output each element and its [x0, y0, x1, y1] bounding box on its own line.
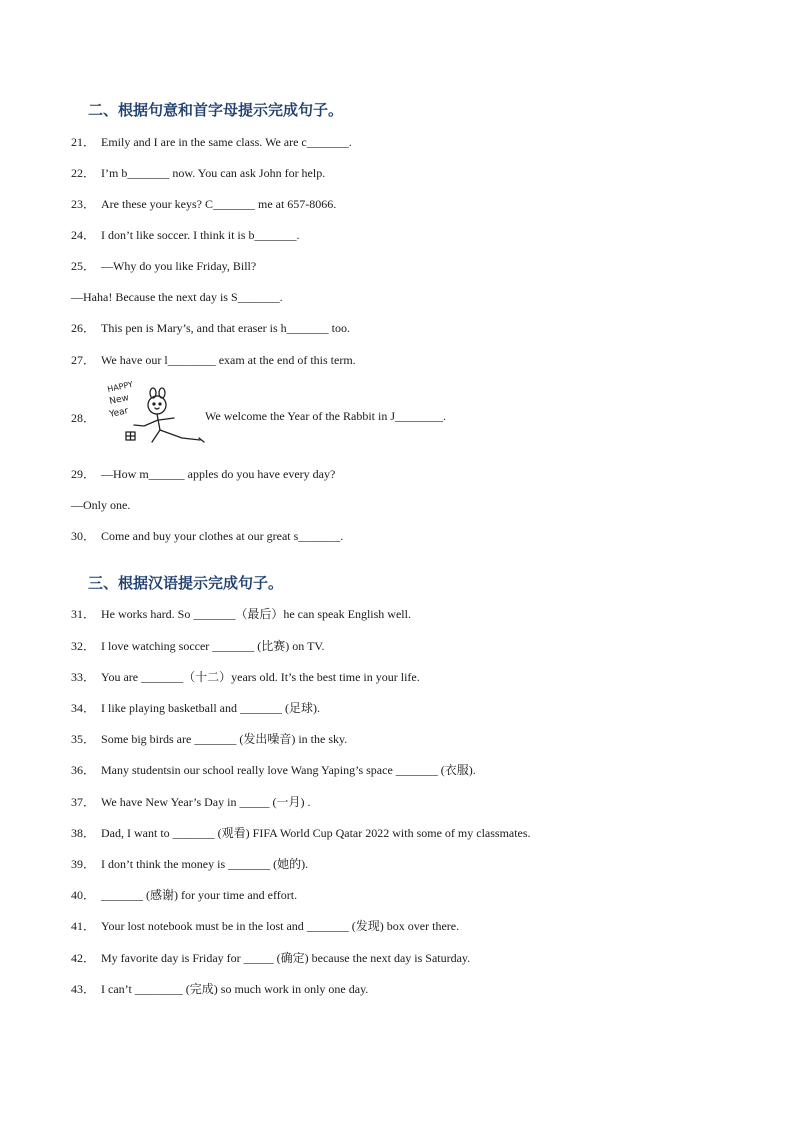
question-text: I don’t think the money is _______ (她的). [101, 857, 309, 871]
question-number: 35． [71, 732, 96, 746]
question-38 [71, 825, 531, 841]
question-text: I love watching soccer _______ (比赛) on TV. [101, 639, 325, 653]
question-number: 27． [71, 353, 96, 367]
question-text: I like playing basketball and _______ (足球). [101, 701, 320, 715]
question-29 [71, 466, 335, 482]
question-25-reply [71, 289, 283, 305]
question-number: 34． [71, 701, 96, 715]
question-text: Many studentsin our school really love Wang Yaping’s space _______ (衣服). [101, 763, 476, 777]
svg-text:New: New [108, 393, 130, 407]
question-text: We have New Year’s Day in _____ (一月) . [101, 795, 311, 809]
question-text: —Haha! Because the next day is S_______. [71, 290, 283, 304]
question-text: He works hard. So _______（最后）he can speak English well. [101, 607, 411, 621]
question-42 [71, 950, 470, 966]
question-number: 40． [71, 888, 96, 902]
question-number: 39． [71, 857, 96, 871]
happy-new-year-rabbit-image [104, 380, 214, 450]
question-number: 28． [71, 411, 96, 425]
question-text: Emily and I are in the same class. We are c_______. [101, 135, 352, 149]
question-23 [71, 196, 336, 212]
question-text: We have our l________ exam at the end of this term. [101, 353, 356, 367]
question-number: 25． [71, 259, 96, 273]
question-number: 21． [71, 135, 96, 149]
question-text: I can’t ________ (完成) so much work in only one day. [101, 982, 369, 996]
question-text: —Why do you like Friday, Bill? [101, 259, 257, 273]
question-31 [71, 606, 411, 622]
question-number: 24． [71, 228, 96, 242]
question-number: 38． [71, 826, 96, 840]
question-40 [71, 887, 297, 903]
question-41 [71, 918, 459, 934]
question-text: I don’t like soccer. I think it is b_______. [101, 228, 300, 242]
question-43 [71, 981, 368, 997]
question-number: 42． [71, 951, 96, 965]
question-text: —How m______ apples do you have every day? [101, 467, 336, 481]
question-text: This pen is Mary’s, and that eraser is h_______ too. [101, 321, 350, 335]
question-text: Dad, I want to _______ (观看) FIFA World Cup Qatar 2022 with some of my classmates. [101, 826, 531, 840]
question-24 [71, 227, 299, 243]
question-number: 31． [71, 607, 96, 621]
question-35 [71, 731, 347, 747]
question-number: 36． [71, 763, 96, 777]
question-text: Are these your keys? C_______ me at 657-8066. [101, 197, 337, 211]
question-27 [71, 352, 356, 368]
question-text: _______ (感谢) for your time and effort. [101, 888, 298, 902]
question-number: 41． [71, 919, 96, 933]
svg-text:Year: Year [108, 406, 130, 420]
question-number: 23． [71, 197, 96, 211]
question-37 [71, 794, 310, 810]
question-number: 37． [71, 795, 96, 809]
question-text: Your lost notebook must be in the lost and _______ (发现) box over there. [101, 919, 460, 933]
question-36 [71, 762, 476, 778]
question-22 [71, 165, 325, 181]
question-34 [71, 700, 320, 716]
question-number: 32． [71, 639, 96, 653]
question-number: 33． [71, 670, 96, 684]
question-text: —Only one. [71, 498, 131, 512]
question-39 [71, 856, 308, 872]
question-text: Come and buy your clothes at our great s_______. [101, 529, 344, 543]
section-3-heading: 三、根据汉语提示完成句子。 [88, 574, 284, 592]
question-text: We welcome the Year of the Rabbit in J________. [205, 409, 446, 423]
question-number: 30． [71, 529, 96, 543]
question-25 [71, 258, 256, 274]
question-21 [71, 134, 352, 150]
question-text: Some big birds are _______ (发出噪音) in the sky. [101, 732, 348, 746]
question-number: 22． [71, 166, 96, 180]
question-32 [71, 638, 325, 654]
question-text: You are _______（十二）years old. It’s the best time in your life. [101, 670, 420, 684]
question-29-reply [71, 497, 130, 513]
question-number: 43． [71, 982, 96, 996]
svg-text:HAPPY: HAPPY [106, 380, 134, 394]
question-33 [71, 669, 420, 685]
section-2-heading: 二、根据句意和首字母提示完成句子。 [88, 101, 344, 119]
question-30 [71, 528, 343, 544]
question-text: I’m b_______ now. You can ask John for help. [101, 166, 326, 180]
question-text: My favorite day is Friday for _____ (确定) because the next day is Saturday. [101, 951, 471, 965]
question-number: 26． [71, 321, 96, 335]
question-number: 29． [71, 467, 96, 481]
question-26 [71, 320, 350, 336]
question-28 [71, 380, 571, 450]
